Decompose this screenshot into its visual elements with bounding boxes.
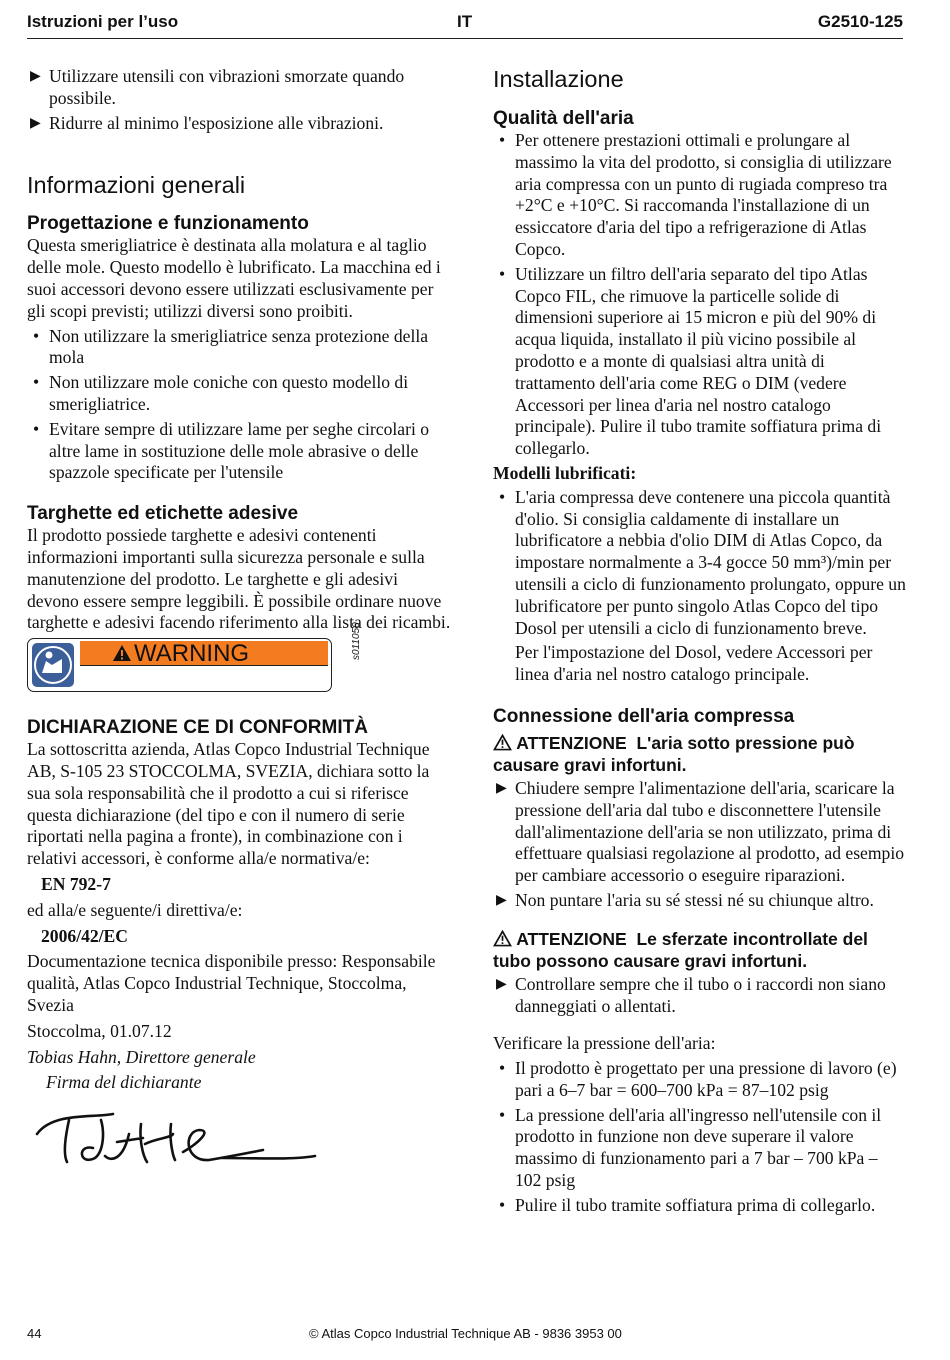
lubricated-heading: Modelli lubrificati: xyxy=(493,462,637,483)
subsection-heading: Targhette ed etichette adesive xyxy=(27,503,299,525)
list-item: ▶ Non puntare l'aria su sé stessi né su chiunque altro. xyxy=(496,889,874,910)
list-item: ▶ Chiudere sempre l'alimentazione dell'aria, scaricare la pressione dell'aria dal tubo e disconnettere l'utensile dall'alimentazione dell'aria se non utilizzato, prima di effettuare qualsiasi regolazione al prodotto, ad esempio per cambiare accessorio o eseguire riparazioni. xyxy=(496,777,905,886)
signature xyxy=(33,1104,323,1174)
list-item: • Utilizzare un filtro dell'aria separato del tipo Atlas Copco FIL, che rimuove la particelle solide di dimensioni superiore ai 15 micron e più del 90% di acqua liquida, installato il più vicino possibile al prodotto e a monte di qualsiasi altra unità di trattamento dell'aria come REG o DIM (vedere Accessori per linea d'aria nel nostro catalogo principale). Pulire il tubo tramite soffiatura prima di collegarlo. xyxy=(499,263,882,459)
header-title: Istruzioni per l’uso xyxy=(27,12,179,31)
footer-copyright: © Atlas Copco Industrial Technique AB - 9836 3953 00 xyxy=(309,1326,622,1341)
standard: EN 792-7 xyxy=(41,873,111,894)
list-item: ▶ Utilizzare utensili con vibrazioni smorzate quando possibile. xyxy=(30,66,405,108)
list-item: • La pressione dell'aria all'ingresso nell'utensile con il prodotto in funzione non deve superare il valore massimo di funzionamento pari a 7 bar – 700 kPa – 102 psig xyxy=(499,1104,882,1191)
list-item: ▶ Ridurre al minimo l'esposizione alle vibrazioni. xyxy=(30,112,384,133)
manual-read-icon xyxy=(32,643,74,687)
paragraph: Verificare la pressione dell'aria: xyxy=(493,1033,716,1054)
place-date: Stoccolma, 01.07.12 xyxy=(27,1020,172,1041)
label-code: s011050 xyxy=(351,622,362,661)
subsection-heading: Connessione dell'aria compressa xyxy=(493,705,795,727)
section-heading: Installazione xyxy=(493,66,624,92)
paragraph: Questa smerigliatrice è destinata alla molatura e al taglio delle mole. Questo modello è lubrificato. La macchina ed i suoi accessori devono essere utilizzati esclusivamente per gli scopi previsti; utilizzi diversi sono proibiti. xyxy=(27,235,441,321)
subsection-heading: DICHIARAZIONE CE DI CONFORMITÀ xyxy=(27,717,368,739)
subsection-heading: Qualità dell'aria xyxy=(493,108,634,129)
paragraph: Documentazione tecnica disponibile presso: Responsabile qualità, Atlas Copco Industrial Technique, Stoccolma, Svezia xyxy=(27,951,436,1015)
caution-icon xyxy=(493,734,512,751)
header-language: IT xyxy=(457,12,473,31)
warning-triangle-icon xyxy=(112,644,132,662)
paragraph: Per l'impostazione del Dosol, vedere Accessori per linea d'aria nel nostro catalogo principale. xyxy=(515,642,873,685)
signer: Tobias Hahn, Direttore generale xyxy=(27,1046,256,1067)
paragraph: La sottoscritta azienda, Atlas Copco Industrial Technique AB, S-105 23 STOCCOLMA, SVEZIA, dichiara sotto la sua sola responsabilità che il prodotto a cui si riferisce questa dichiarazione (del tipo e con il numero di serie riportati nella pagina a fronte), in combinazione con i relativi accessori, è conforme alla/e normativa/e: xyxy=(27,739,430,869)
list-item: • Non utilizzare la smerigliatrice senza protezione della mola xyxy=(33,325,429,368)
left-column xyxy=(27,66,452,1174)
directive: 2006/42/EC xyxy=(41,925,128,946)
header-model: G2510-125 xyxy=(817,12,903,31)
paragraph: ed alla/e seguente/i direttiva/e: xyxy=(27,899,243,920)
list-item: • Non utilizzare mole coniche con questo modello di smerigliatrice. xyxy=(33,372,409,414)
caution-icon xyxy=(493,930,512,947)
caution-notice: ATTENZIONE Le sferzate incontrollate del tubo possono causare gravi infortuni. xyxy=(493,928,868,971)
page-number: 44 xyxy=(27,1326,42,1341)
list-item: ▶ Controllare sempre che il tubo o i raccordi non siano danneggiati o allentati. xyxy=(496,973,886,1016)
subsection-heading: Progettazione e funzionamento xyxy=(27,213,309,235)
list-item: • Evitare sempre di utilizzare lame per seghe circolari o altre lame in sostituzione delle mole abrasive o delle spazzole specificate per l'utensile xyxy=(33,418,430,483)
page-header xyxy=(27,12,903,39)
paragraph: Il prodotto possiede targhette e adesivi contenenti informazioni importanti sulla sicurezza personale e sulla manutenzione del prodotto. Le targhette e gli adesivi devono essere sempre leggibili. È possibile ordinare nuove targhette e adesivi facendo riferimento alla lista dei ricambi. xyxy=(27,525,451,633)
caution-notice: ATTENZIONE L'aria sotto pressione può causare gravi infortuni. xyxy=(493,732,855,775)
warning-banner xyxy=(80,640,328,668)
list-item: • Pulire il tubo tramite soffiatura prima di collegarlo. xyxy=(499,1194,876,1215)
warning-sticker xyxy=(27,638,332,692)
warning-label xyxy=(27,622,452,698)
list-item: • Per ottenere prestazioni ottimali e prolungare al massimo la vita del prodotto, si consiglia di utilizzare aria compressa con un punto di rugiada compreso tra +2°C e +10°C. Si raccomanda l'installazione di un essiccatore d'aria del tipo a refrigerazione di Atlas Copco. xyxy=(499,130,892,259)
warning-text: WARNING xyxy=(134,640,250,668)
list-item: • L'aria compressa deve contenere una piccola quantità d'olio. Si consiglia caldamente di installare un lubrificatore a nebbia d'olio DIM di Atlas Copco, da impostare normalmente a 3-4 gocce 50 mm³)/min per utensili a ciclo di funzionamento prolungato, oppure un lubrificatore per punto singolo Atlas Copco del tipo Dosol per utensili a ciclo di funzionamento breve. xyxy=(499,486,906,638)
list-item: • Il prodotto è progettato per una pressione di lavoro (e) pari a 6–7 bar = 600–700 kPa = 87–102 psig xyxy=(499,1058,897,1100)
signature-label: Firma del dichiarante xyxy=(46,1072,202,1093)
right-column xyxy=(493,66,908,1217)
section-heading: Informazioni generali xyxy=(27,172,246,199)
